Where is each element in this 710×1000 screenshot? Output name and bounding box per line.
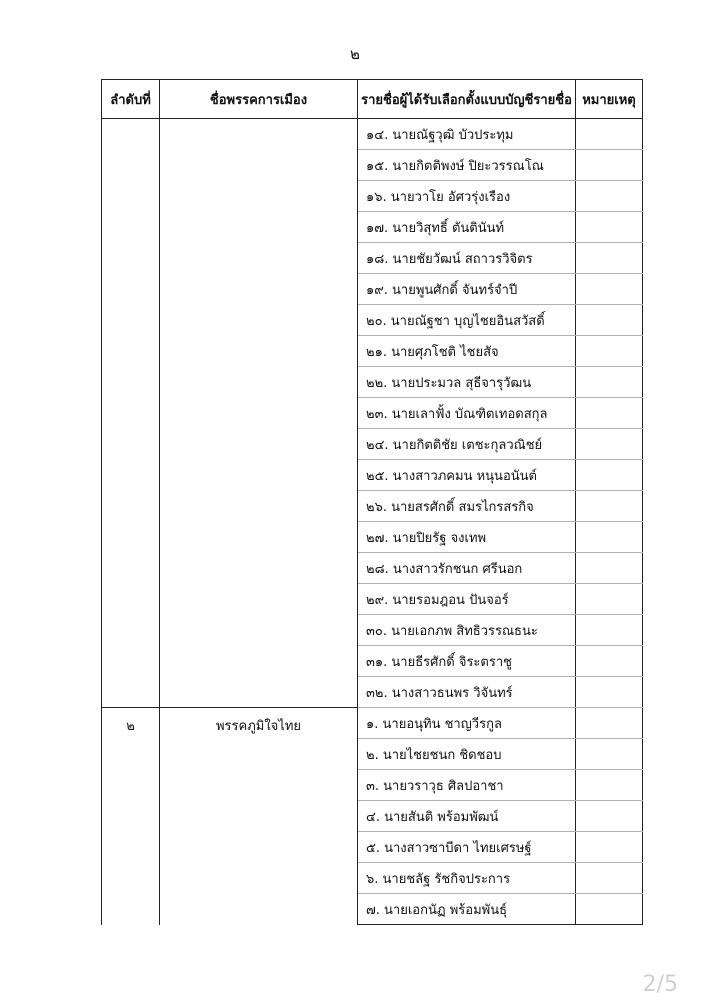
candidate-name-cell: ๑. นายอนุทิน ชาญวีรกูล xyxy=(358,708,576,739)
candidate-name-cell: ๗. นายเอกนัฏ พร้อมพันธุ์ xyxy=(358,894,576,925)
header-remark: หมายเหตุ xyxy=(576,80,643,119)
candidate-name-cell: ๓. นายวราวุธ ศิลปอาชา xyxy=(358,770,576,801)
candidate-name-cell: ๒๑. นายศุภโชติ ไชยสัจ xyxy=(358,336,576,367)
candidate-name-cell: ๒๓. นายเลาฟั้ง บัณฑิตเทอดสกุล xyxy=(358,398,576,429)
remark-cell xyxy=(576,119,643,150)
remark-cell xyxy=(576,181,643,212)
table-header xyxy=(102,80,643,119)
remark-cell xyxy=(576,739,643,770)
candidate-name-cell: ๖. นายชลัฐ รัชกิจประการ xyxy=(358,863,576,894)
remark-cell xyxy=(576,429,643,460)
candidate-name-cell: ๑๙. นายพูนศักดิ์ จันทร์จำปี xyxy=(358,274,576,305)
candidate-name-cell: ๒๙. นายรอมฎอน ปันจอร์ xyxy=(358,584,576,615)
candidate-name-cell: ๒๒. นายประมวล สุธีจารุวัฒน xyxy=(358,367,576,398)
table-body xyxy=(102,119,643,925)
candidate-name-cell: ๒. นายไชยชนก ชิดชอบ xyxy=(358,739,576,770)
remark-cell xyxy=(576,770,643,801)
remark-cell xyxy=(576,584,643,615)
candidate-name-cell: ๒๘. นางสาวรักชนก ศรีนอก xyxy=(358,553,576,584)
remark-cell xyxy=(576,646,643,677)
header-row xyxy=(102,80,643,119)
candidate-name-cell: ๒๔. นายกิตติชัย เตชะกุลวณิชย์ xyxy=(358,429,576,460)
candidate-name-cell: ๒๐. นายณัฐชา บุญไชยอินสวัสดิ์ xyxy=(358,305,576,336)
remark-cell xyxy=(576,150,643,181)
remark-cell xyxy=(576,398,643,429)
header-party: ชื่อพรรคการเมือง xyxy=(160,80,358,119)
remark-cell xyxy=(576,708,643,739)
remark-cell xyxy=(576,336,643,367)
candidate-name-cell: ๑๗. นายวิสุทธิ์ ตันตินันท์ xyxy=(358,212,576,243)
page-number: ๒ xyxy=(350,45,360,63)
seq-cell: ๒ xyxy=(102,708,160,925)
header-candidates: รายชื่อผู้ได้รับเลือกตั้งแบบบัญชีรายชื่อ xyxy=(358,80,576,119)
elected-candidates-table xyxy=(101,79,643,925)
remark-cell xyxy=(576,677,643,708)
candidate-name-cell: ๒๕. นางสาวภคมน หนุนอนันต์ xyxy=(358,460,576,491)
seq-cell xyxy=(102,119,160,708)
candidate-name-cell: ๓๑. นายธีรศักดิ์ จิระตราชู xyxy=(358,646,576,677)
table-row xyxy=(102,708,643,739)
remark-cell xyxy=(576,243,643,274)
candidate-name-cell: ๑๔. นายณัฐวุฒิ บัวประทุม xyxy=(358,119,576,150)
remark-cell xyxy=(576,832,643,863)
remark-cell xyxy=(576,491,643,522)
table-row xyxy=(102,119,643,150)
remark-cell xyxy=(576,863,643,894)
candidate-name-cell: ๑๖. นายวาโย อัศวรุ่งเรือง xyxy=(358,181,576,212)
remark-cell xyxy=(576,553,643,584)
candidate-name-cell: ๒๗. นายปิยรัฐ จงเทพ xyxy=(358,522,576,553)
remark-cell xyxy=(576,460,643,491)
remark-cell xyxy=(576,212,643,243)
candidate-name-cell: ๓๐. นายเอกภพ สิทธิวรรณธนะ xyxy=(358,615,576,646)
party-name-cell xyxy=(160,119,358,708)
party-name-cell: พรรคภูมิใจไทย xyxy=(160,708,358,925)
candidate-name-cell: ๑๕. นายกิตติพงษ์ ปิยะวรรณโณ xyxy=(358,150,576,181)
header-seq: ลำดับที่ xyxy=(102,80,160,119)
remark-cell xyxy=(576,801,643,832)
remark-cell xyxy=(576,522,643,553)
candidate-name-cell: ๔. นายสันติ พร้อมพัฒน์ xyxy=(358,801,576,832)
viewer-page-indicator: 2/5 xyxy=(642,972,678,997)
remark-cell xyxy=(576,305,643,336)
candidate-name-cell: ๑๘. นายชัยวัฒน์ สถาวรวิจิตร xyxy=(358,243,576,274)
remark-cell xyxy=(576,367,643,398)
remark-cell xyxy=(576,274,643,305)
candidate-name-cell: ๕. นางสาวซาบีดา ไทยเศรษฐ์ xyxy=(358,832,576,863)
candidate-name-cell: ๒๖. นายสรศักดิ์ สมรไกรสรกิจ xyxy=(358,491,576,522)
candidate-name-cell: ๓๒. นางสาวธนพร วิจันทร์ xyxy=(358,677,576,708)
remark-cell xyxy=(576,894,643,925)
remark-cell xyxy=(576,615,643,646)
